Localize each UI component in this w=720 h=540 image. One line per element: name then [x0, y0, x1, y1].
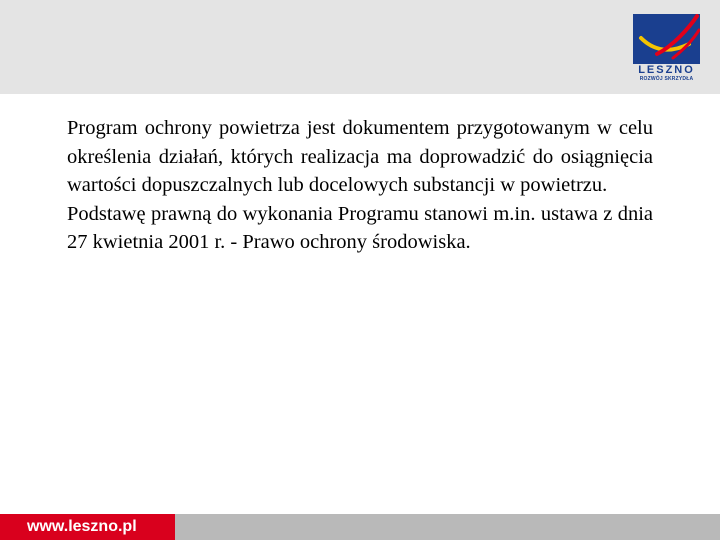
paragraph-program-definition: Program ochrony powietrza jest dokumentem przygotowanym w celu określenia działań, których realizacja ma doprowadzić do osiągnięcia wartości dopuszczalnych lub docelowych substancji w powietrzu.	[67, 117, 653, 196]
leszno-logo	[633, 14, 700, 85]
logo-tagline: ROZWÓJ SKRZYDŁA	[639, 76, 694, 82]
footer-website-link[interactable]: www.leszno.pl	[27, 518, 137, 535]
logo-wordmark: LESZNO	[638, 64, 695, 76]
paragraph-legal-basis: Podstawę prawną do wykonania Programu stanowi m.in. ustawa z dnia 27 kwietnia 2001 r. - Prawo ochrony środowiska.	[67, 202, 653, 253]
footer-url-panel	[0, 514, 175, 540]
main-text	[67, 114, 653, 257]
footer-bar	[0, 514, 720, 540]
leszno-emblem-icon	[633, 14, 700, 64]
header-band	[0, 0, 720, 94]
